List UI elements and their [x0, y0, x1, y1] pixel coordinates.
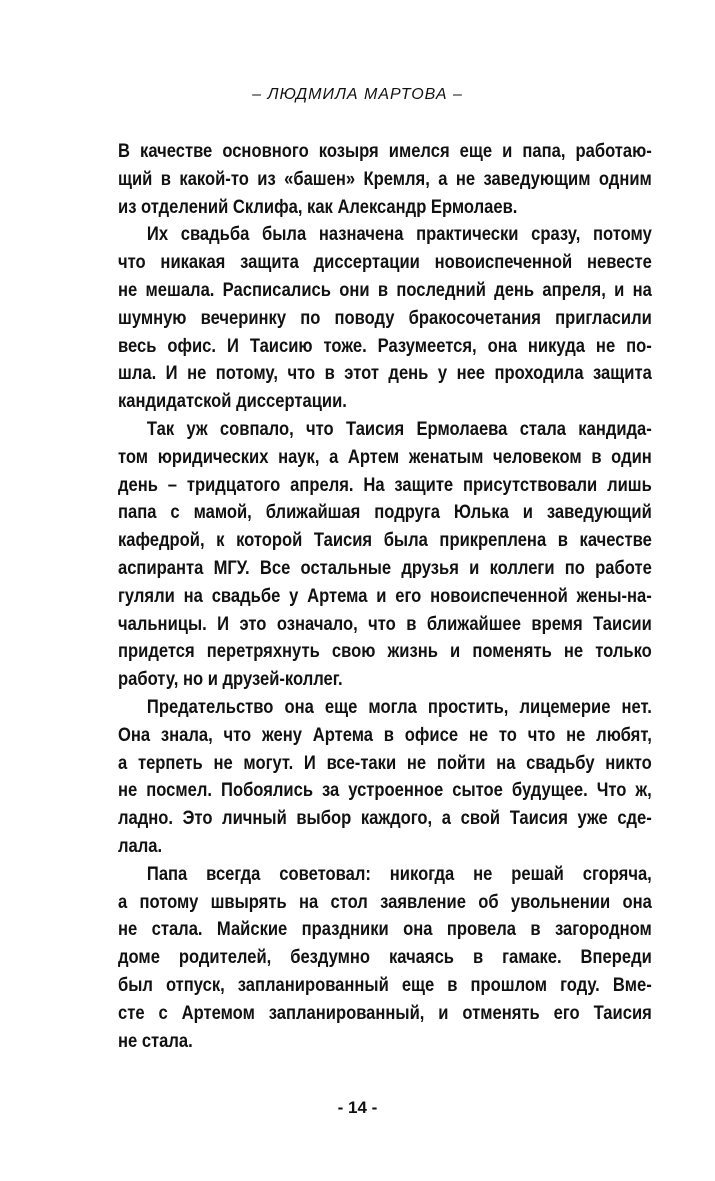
running-header: – ЛЮДМИЛА МАРТОВА – [252, 86, 463, 103]
paragraph [118, 138, 652, 221]
text-line: придется перетряхнуть свою жизнь и поменять не только [118, 640, 652, 663]
text-line: а терпеть не могут. И все-таки не пойти на свадьбу никто [118, 751, 652, 774]
text-line: Папа всегда советовал: никогда не решай сгоряча, [146, 862, 652, 885]
text-line: щий в какой-то из «башен» Кремля, а не заведующим одним [118, 167, 652, 190]
text-line: лала. [118, 834, 163, 857]
text-line: В качестве основного козыря имелся еще и папа, работаю- [118, 140, 652, 162]
text-line: аспиранта МГУ. Все остальные друзья и коллеги по работе [118, 556, 652, 579]
text-line: том юридических наук, а Артем женатым человеком в один [118, 445, 652, 468]
text-line: чальницы. И это означало, что в ближайшее время Таисии [118, 612, 652, 635]
text-line: сте с Артемом запланированный, и отменять его Таисия [118, 1001, 652, 1024]
text-line: шумную вечеринку по поводу бракосочетания пригласили [118, 306, 652, 329]
paragraph [118, 694, 652, 861]
text-line: был отпуск, запланированный еще в прошлом году. Вме- [118, 973, 652, 996]
text-line: весь офис. И Таисию тоже. Разумеется, она никуда не по- [118, 334, 652, 357]
text-line: работу, но и друзей-коллег. [118, 668, 343, 691]
paragraph [118, 221, 652, 416]
text-line: доме родителей, бездумно качаясь в гамаке. Впереди [118, 946, 652, 969]
text-line: что никакая защита диссертации новоиспеченной невесте [118, 251, 652, 274]
text-line: гуляли на свадьбе у Артема и его новоиспеченной жены-на- [118, 584, 652, 607]
text-line: а потому швырять на стол заявление об увольнении она [118, 890, 652, 913]
text-line: не стала. [118, 1029, 193, 1052]
text-line: кандидатской диссертации. [118, 390, 347, 413]
text-line: из отделений Склифа, как Александр Ермолаев. [118, 195, 518, 218]
text-line: не посмел. Побоялись за устроенное сытое будущее. Что ж, [118, 779, 652, 802]
text-line: папа с мамой, ближайшая подруга Юлька и заведующий [118, 501, 652, 524]
page-number: - 14 - [337, 1098, 378, 1117]
text-line: Так уж совпало, что Таисия Ермолаева стала кандида- [146, 417, 652, 440]
paragraph [118, 861, 652, 1056]
text-line: Их свадьба была назначена практически сразу, потому [146, 223, 652, 246]
text-line: день – тридцатого апреля. На защите присутствовали лишь [118, 473, 652, 496]
text-line: ладно. Это личный выбор каждого, а свой Таисия уже сде- [118, 807, 652, 830]
body-text [118, 138, 652, 1055]
paragraph [118, 416, 652, 694]
text-line: кафедрой, к которой Таисия была прикреплена в качестве [118, 529, 652, 552]
text-line: Предательство она еще могла простить, лицемерие нет. [146, 695, 652, 718]
text-line: не стала. Майские праздники она провела в загородном [118, 918, 652, 941]
text-line: Она знала, что жену Артема в офисе не то что не любят, [118, 723, 652, 746]
text-line: шла. И не потому, что в этот день у нее проходила защита [118, 362, 652, 385]
text-line: не мешала. Расписались они в последний день апреля, и на [118, 278, 652, 301]
